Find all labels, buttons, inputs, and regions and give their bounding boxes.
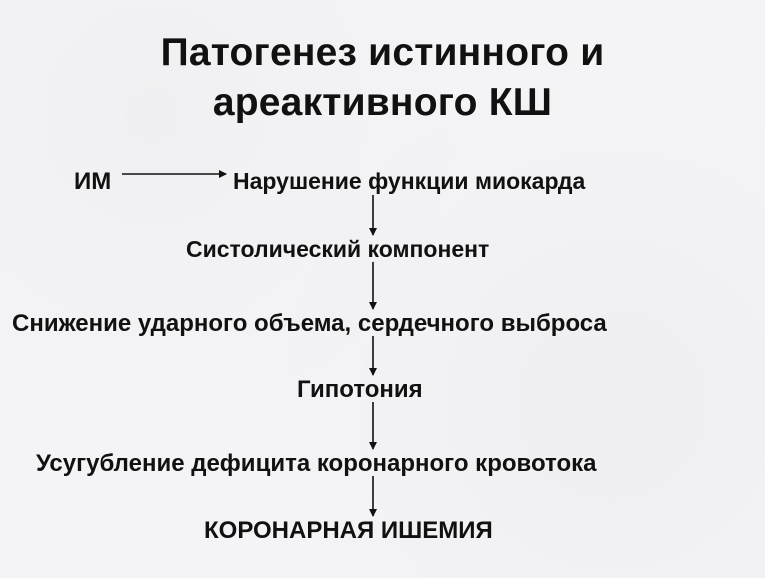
node-hypotension: Гипотония: [297, 376, 423, 403]
node-systolic-component: Систолический компонент: [186, 236, 490, 262]
node-myocardial-dysfunction: Нарушение функции миокарда: [233, 168, 586, 194]
node-coronary-ischemia: КОРОНАРНАЯ ИШЕМИЯ: [204, 517, 493, 544]
title-line-1: Патогенез истинного и: [160, 31, 605, 74]
node-stroke-volume-decrease: Снижение ударного объема, сердечного выброса: [12, 310, 607, 337]
node-coronary-flow-deficit: Усугубление дефицита коронарного кровотока: [36, 450, 597, 477]
node-im: ИМ: [74, 168, 112, 195]
title-line-2: ареактивного КШ: [212, 81, 553, 124]
slide-title: [0, 28, 765, 128]
